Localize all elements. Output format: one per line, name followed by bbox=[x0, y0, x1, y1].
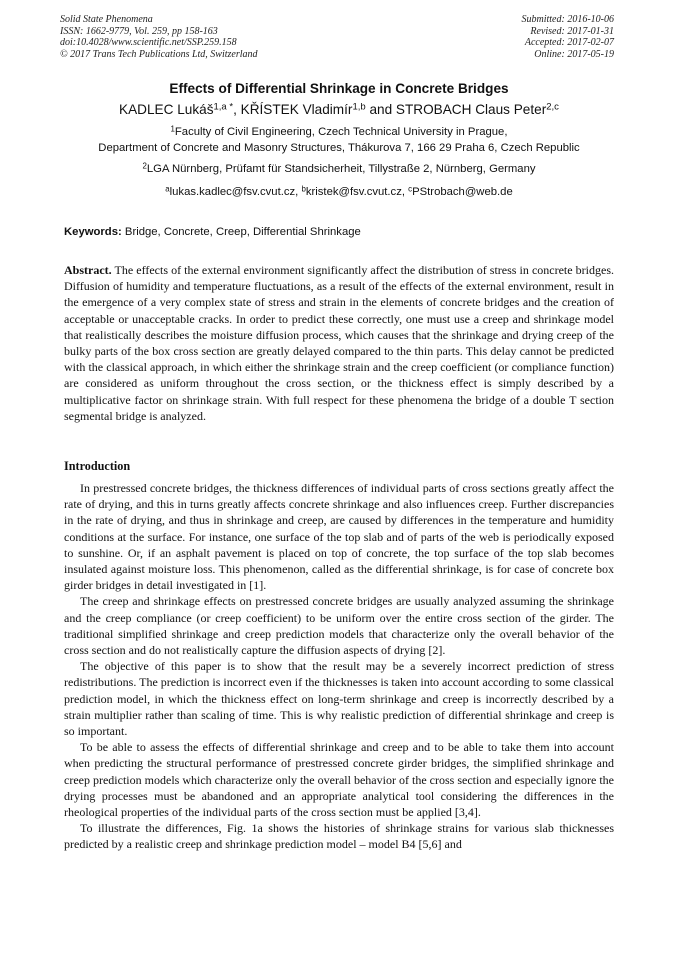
paragraph: To illustrate the differences, Fig. 1a shows the histories of shrinkage strains for various slab thicknesses predicted by a realistic creep and shrinkage prediction model – model B4 [5,6] and bbox=[64, 821, 614, 852]
abstract bbox=[64, 262, 614, 424]
affiliation-2: $^2$LGA Nürnberg, Prüfamt für Standsicherheit, Tillystraße 2, Nürnberg, Germany bbox=[142, 161, 536, 175]
copyright: © 2017 Trans Tech Publications Ltd, Switzerland bbox=[60, 48, 258, 60]
accepted-date: Accepted: 2017-02-07 bbox=[524, 37, 614, 49]
submitted-date: Submitted: 2016-10-06 bbox=[521, 14, 614, 25]
paper-title: Effects of Differential Shrinkage in Concrete Bridges bbox=[169, 81, 509, 96]
author-list: KADLEC Lukáš$^{1,a *}$, KŘÍSTEK Vladimír$^{1,b}$ and STROBACH Claus Peter$^{2,c}$ bbox=[119, 101, 559, 117]
revised-date: Revised: 2017-01-31 bbox=[530, 25, 614, 37]
author-3-affil: 2,c bbox=[546, 101, 559, 113]
publication-dates bbox=[522, 14, 615, 60]
author-2: KŘÍSTEK Vladimír bbox=[240, 102, 353, 117]
author-1: KADLEC Lukáš bbox=[119, 102, 214, 117]
keywords bbox=[64, 225, 361, 239]
affiliation-1: $^1$Faculty of Civil Engineering, Czech Technical University in Prague, Department of Concrete and Masonry Structures, Thákurova 7, 166 29 Praha 6, Czech Republic bbox=[98, 124, 580, 154]
email-b[interactable]: kristek@fsv.cvut.cz, bbox=[305, 185, 409, 198]
email-c[interactable]: PStrobach@web.de bbox=[412, 185, 513, 198]
abstract-text: The effects of the external environment significantly affect the distribution of stress in concrete bridges. Diffusion of humidity and temperature fluctuations, as a result of the effects of the external environment, result in the emergence of a very complex state of stress and strain in the elements of concrete bridges and the creation of acceptable or unacceptable cracks. In order to predict these correctly, one must use a creep and shrinkage model that realistically describes the moisture diffusion process, which causes that the shrinkage and drying creep of the bulky parts of the box cross section are greatly delayed compared to the thin parts. This delay cannot be predicted with the classical approach, in which either the shrinkage strain and the creep coefficient (or compliance function) are considered as uniform throughout the cross section, or the thickness effect is simply described by a multiplicative factor on shrinkage strain. With full respect for these phenomena the bridge of a double T section segmental bridge is analyzed. bbox=[64, 263, 614, 423]
journal-info bbox=[60, 14, 258, 60]
author-emails: $^a$lukas.kadlec@fsv.cvut.cz, $^b$kristek@fsv.cvut.cz, $^c$PStrobach@web.de bbox=[165, 183, 513, 198]
paragraph: In prestressed concrete bridges, the thickness differences of individual parts of cross sections greatly affect the rate of drying, and this in turns greatly affects concrete shrinkage and also influences creep. Further discrepancies in the rate of drying, and thus in shrinkage and creep, are caused by differences in the temperature and humidity conditions at the surface. For instance, one surface of the top slab and of parts of the web is periodically exposed to sunshine. Or, if an asphalt pavement is placed on top of concrete, the top surface of the top slab becomes insulated against moisture loss. This phenomenon, called as the differential shrinkage, is for case of concrete box girder bridges in detail investigated in [1]. bbox=[64, 481, 614, 593]
section-heading-introduction: Introduction bbox=[64, 459, 131, 473]
author-2-affil: 1,b bbox=[352, 101, 366, 113]
paragraph: To be able to assess the effects of differential shrinkage and creep and to be able to take them into account when predicting the structural performance of prestressed concrete girder bridges, the simplified shrinkage and creep prediction models which characterize only the overall behavior of the cross section and especially ignore the drying processes must be abandoned and an appropriate analytical tool considering the differences in the rheological properties of the individual parts of the cross section must be applied [3,4]. bbox=[64, 740, 614, 820]
introduction-body bbox=[64, 480, 614, 853]
issn-info: ISSN: 1662-9779, Vol. 259, pp 158-163 bbox=[60, 25, 218, 37]
title-block bbox=[40, 80, 638, 200]
author-3: STROBACH Claus Peter bbox=[395, 102, 547, 117]
online-date: Online: 2017-05-19 bbox=[534, 48, 614, 60]
journal-name: Solid State Phenomena bbox=[60, 14, 153, 25]
email-a[interactable]: lukas.kadlec@fsv.cvut.cz, bbox=[169, 185, 302, 198]
paragraph: The objective of this paper is to show that the result may be a severely incorrect prediction of stress redistributions. The prediction is incorrect even if the thicknesses is taken into account according to some classical prediction model, in which the thickness effect on long-term shrinkage and creep is incorrectly described by a strain multiplier rather than scaling of time. This is why realistic prediction of differential shrinkage and creep is so important. bbox=[64, 659, 614, 739]
doi-link[interactable]: doi:10.4028/www.scientific.net/SSP.259.158 bbox=[60, 37, 237, 49]
author-1-affil: 1,a * bbox=[213, 101, 234, 113]
keywords-label: Keywords: bbox=[64, 226, 122, 238]
keywords-text: Bridge, Concrete, Creep, Differential Shrinkage bbox=[121, 226, 361, 238]
abstract-label: Abstract. bbox=[64, 263, 112, 277]
paragraph: The creep and shrinkage effects on prestressed concrete bridges are usually analyzed assuming the shrinkage and the creep compliance (or creep coefficient) to be uniform over the entire cross section of the girder. The traditional simplified shrinkage and creep prediction models that characterize only the overall behavior of the cross section and do not realistically capture the diffusion aspects of drying [2]. bbox=[64, 594, 614, 658]
